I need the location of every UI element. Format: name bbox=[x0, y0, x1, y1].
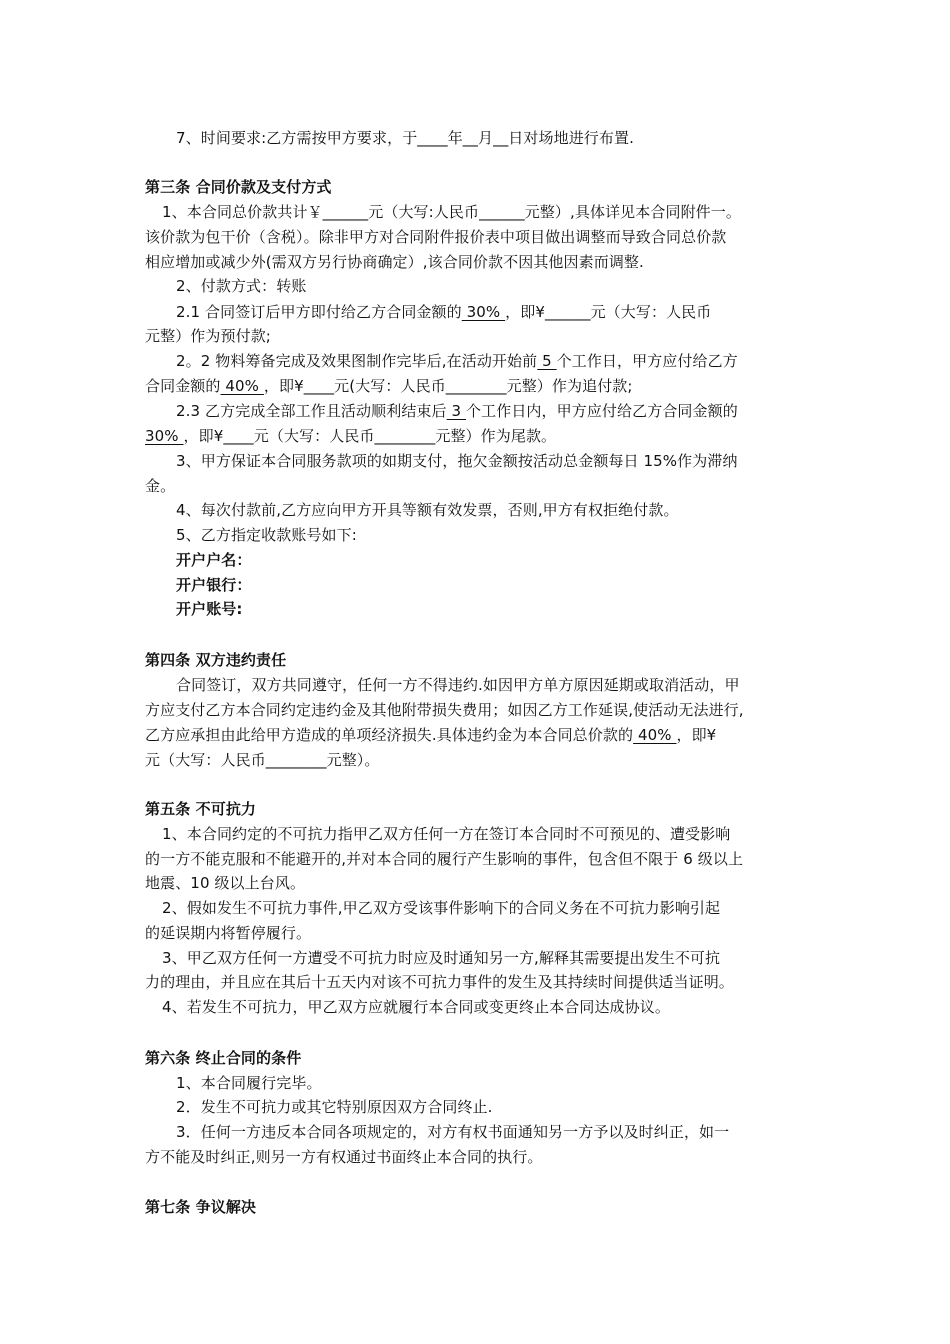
article-7-heading: 第七条 争议解决 bbox=[145, 1198, 257, 1216]
days-blank: 5 bbox=[537, 352, 557, 370]
article-6-heading: 第六条 终止合同的条件 bbox=[145, 1049, 302, 1067]
article-3-para-3-line-2: 金。 bbox=[145, 477, 176, 495]
text-segment: ，即¥______元（大写：人民币 bbox=[505, 303, 712, 321]
article-5-para-3-line-2: 力的理由，并且应在其后十五天内对该不可抗力事件的发生及其持续时间提供适当证明。 bbox=[145, 973, 734, 991]
text-segment: 合同金额的 bbox=[145, 377, 221, 395]
article-3-para-1-line-2: 该价款为包干价（含税）。除非甲方对合同附件报价表中项目做出调整而导致合同总价款 bbox=[145, 228, 727, 246]
article-3-para-1-line-3: 相应增加或减少外(需双方另行协商确定）,该合同价款不因其他因素而调整. bbox=[145, 253, 644, 271]
article-5-para-1-line-3: 地震、10 级以上台风。 bbox=[145, 874, 306, 892]
text-segment: ，即¥____元(大写：人民币________元整）作为追付款; bbox=[263, 377, 633, 395]
text-segment: 乙方应承担由此给甲方造成的单项经济损失.具体违约金为本合同总价款的 bbox=[145, 726, 634, 744]
article-4-line-4: 元（大写：人民币________元整）。 bbox=[145, 751, 380, 769]
account-number-label: 开户账号: bbox=[176, 600, 243, 618]
article-6-item-1: 1、本合同履行完毕。 bbox=[176, 1074, 322, 1092]
account-bank-label: 开户银行： bbox=[176, 576, 252, 594]
article-3-heading: 第三条 合同价款及支付方式 bbox=[145, 178, 332, 196]
clause-2-item-7: 7、时间要求:乙方需按甲方要求，于____年__月__日对场地进行布置. bbox=[176, 129, 634, 147]
text-segment: ，即¥ bbox=[676, 726, 717, 744]
payment-method: 2、付款方式：转账 bbox=[176, 277, 307, 295]
article-5-para-1-line-1: 1、本合同约定的不可抗力指甲乙双方任何一方在签订本合同时不可预见的、遭受影响 bbox=[162, 825, 731, 843]
article-4-line-1: 合同签订，双方共同遵守，任何一方不得违约.如因甲方单方原因延期或取消活动，甲 bbox=[176, 676, 740, 694]
percent-blank: 30% bbox=[461, 303, 506, 321]
text-segment: 个工作日内，甲方应付给乙方合同金额的 bbox=[466, 402, 738, 420]
payment-2-1-line-2: 元整）作为预付款; bbox=[145, 327, 271, 345]
article-4-heading: 第四条 双方违约责任 bbox=[145, 651, 287, 669]
percent-blank: 30% bbox=[145, 427, 184, 445]
text-segment: 2.1 合同签订后甲方即付给乙方合同金额的 bbox=[176, 303, 462, 321]
payment-2-3-line-1 bbox=[176, 401, 738, 421]
article-4-line-2: 方应支付乙方本合同约定违约金及其他附带损失费用；如因乙方工作延误,使活动无法进行, bbox=[145, 701, 744, 719]
article-5-para-1-line-2: 的一方不能克服和不能避开的,并对本合同的履行产生影响的事件，包含但不限于 6 级以上 bbox=[145, 850, 744, 868]
article-6-item-3-line-2: 方不能及时纠正,则另一方有权通过书面终止本合同的执行。 bbox=[145, 1148, 543, 1166]
article-3-para-5: 5、乙方指定收款账号如下: bbox=[176, 526, 357, 544]
article-3-para-1-line-1: 1、本合同总价款共计￥______元（大写:人民币______元整）,具体详见本合同附件一。 bbox=[162, 203, 741, 221]
article-6-item-3-line-1: 3．任何一方违反本合同各项规定的，对方有权书面通知另一方予以及时纠正，如一 bbox=[176, 1123, 730, 1141]
article-6-item-2: 2．发生不可抗力或其它特别原因双方合同终止. bbox=[176, 1098, 493, 1116]
article-3-para-3-line-1: 3、甲方保证本合同服务款项的如期支付，拖欠金额按活动总金额每日 15%作为滞纳 bbox=[176, 452, 738, 470]
payment-2-1-line-1 bbox=[176, 302, 711, 322]
text-segment: 2。2 物料筹备完成及效果图制作完毕后,在活动开始前 bbox=[176, 352, 538, 370]
article-3-para-4: 4、每次付款前,乙方应向甲方开具等额有效发票，否则,甲方有权拒绝付款。 bbox=[176, 501, 679, 519]
article-5-para-4: 4、若发生不可抗力，甲乙双方应就履行本合同或变更终止本合同达成协议。 bbox=[162, 998, 670, 1016]
days-blank: 3 bbox=[446, 402, 467, 420]
text-segment: ，即¥____元（大写：人民币________元整）作为尾款。 bbox=[183, 427, 557, 445]
payment-2-3-line-2 bbox=[145, 426, 556, 446]
payment-2-2-line-2 bbox=[145, 376, 633, 396]
article-4-line-3 bbox=[145, 725, 716, 745]
article-5-para-2-line-2: 的延误期内将暂停履行。 bbox=[145, 924, 312, 942]
text-segment: 2.3 乙方完成全部工作且活动顺利结束后 bbox=[176, 402, 447, 420]
percent-blank: 40% bbox=[633, 726, 677, 744]
article-5-heading: 第五条 不可抗力 bbox=[145, 800, 257, 818]
account-name-label: 开户户名： bbox=[176, 551, 252, 569]
text-segment: 个工作日，甲方应付给乙方 bbox=[556, 352, 738, 370]
article-5-para-3-line-1: 3、甲乙双方任何一方遭受不可抗力时应及时通知另一方,解释其需要提出发生不可抗 bbox=[162, 949, 721, 967]
percent-blank: 40% bbox=[220, 377, 264, 395]
article-5-para-2-line-1: 2、假如发生不可抗力事件,甲乙双方受该事件影响下的合同义务在不可抗力影响引起 bbox=[162, 899, 721, 917]
payment-2-2-line-1 bbox=[176, 351, 738, 371]
